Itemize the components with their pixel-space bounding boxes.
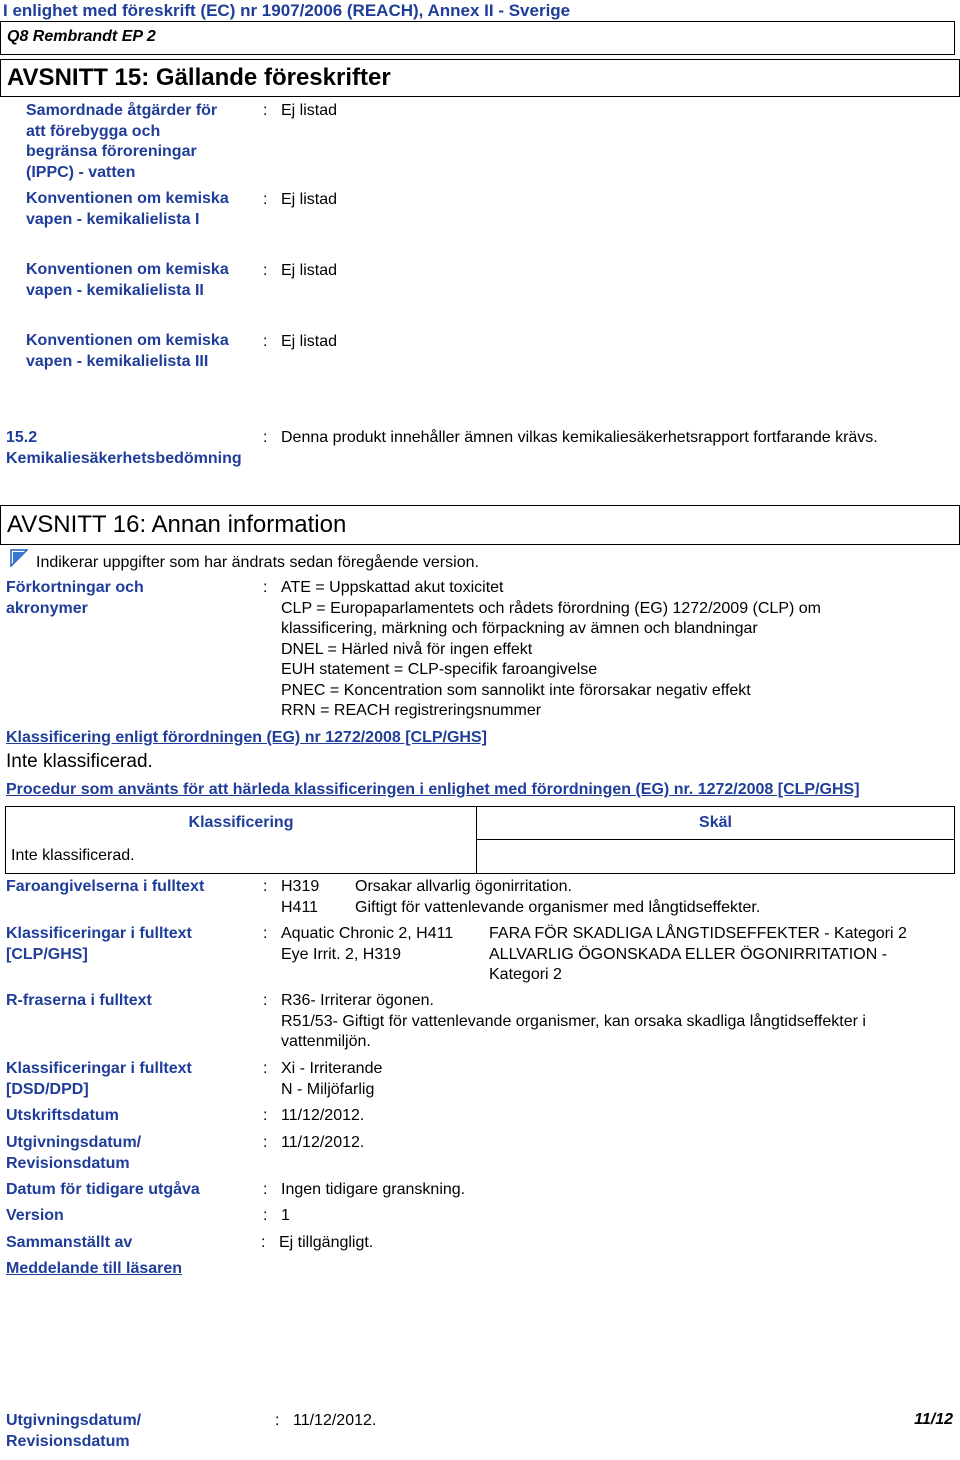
ippc-water-label: Samordnade åtgärder för att förebygga och begränsa föroreningar (IPPC) - vatten <box>26 102 218 181</box>
print-date-label: Utskriftsdatum <box>6 1107 119 1124</box>
hazard-text-h319: Orsakar allvarlig ögonirritation. <box>355 878 572 895</box>
clp-fulltext-descriptions: FARA FÖR SKADLIGA LÅNGTIDSEFFEKTER - Kategori 2 ALLVARLIG ÖGONSKADA ELLER ÖGONIRRITATION - Kategori 2 <box>489 925 907 983</box>
separator: : <box>263 333 268 350</box>
classification-table <box>5 806 955 874</box>
separator: : <box>263 191 268 208</box>
r-phrases-list: R36- Irriterar ögonen. R51/53- Giftigt för vattenlevande organismer, kan orsaka skadliga långtidseffekter i vattenmiljön. <box>281 992 866 1050</box>
cwc-list-1-value: Ej listad <box>281 191 338 208</box>
separator: : <box>263 262 268 279</box>
cwc-list-1-label: Konventionen om kemiska vapen - kemikalielista I <box>26 190 229 228</box>
clp-classification-value: Inte klassificerad. <box>6 751 153 772</box>
abbreviations-list: ATE = Uppskattad akut toxicitet CLP = Europaparlamentets och rådets förordning (EG) 1272/2009 (CLP) om klassificering, märkning och förpackning av ämnen och blandningar DNEL = Härled nivå för ingen effekt EUH statement = CLP-specifik faroangivelse PNEC = Koncentration som sannolikt inte förorsakar negativ effekt RRN = REACH registreringsnummer <box>281 579 821 719</box>
version-label: Version <box>6 1207 64 1224</box>
footer-issue-date-value: 11/12/2012. <box>293 1412 377 1429</box>
separator: : <box>263 1107 268 1124</box>
notice-to-reader-heading: Meddelande till läsaren <box>6 1260 183 1277</box>
page-number: 11/12 <box>914 1411 953 1428</box>
ippc-water-value: Ej listad <box>281 102 338 119</box>
cwc-list-3-value: Ej listad <box>281 333 338 350</box>
hazard-text-h411: Giftigt för vattenlevande organismer med långtidseffekter. <box>355 899 761 916</box>
separator: : <box>263 429 268 446</box>
separator: : <box>261 1234 266 1251</box>
clp-fulltext-label: Klassificeringar i fulltext [CLP/GHS] <box>6 925 192 963</box>
abbreviations-label: Förkortningar och akronymer <box>6 579 144 617</box>
separator: : <box>263 992 268 1009</box>
product-name-box <box>0 21 955 55</box>
cwc-list-2-label: Konventionen om kemiska vapen - kemikalielista II <box>26 261 229 299</box>
previous-date-label: Datum för tidigare utgåva <box>6 1181 200 1198</box>
compiled-by-value: Ej tillgängligt. <box>279 1234 374 1251</box>
r-phrases-label: R-fraserna i fulltext <box>6 992 152 1009</box>
changed-indicator-icon <box>10 549 28 567</box>
section-15-heading: AVSNITT 15: Gällande föreskrifter <box>0 59 960 97</box>
classification-header: Klassificering <box>188 814 294 831</box>
document-title: I enlighet med föreskrift (EC) nr 1907/2006 (REACH), Annex II - Sverige <box>3 1 571 20</box>
procedure-heading: Procedur som använts för att härleda klassificeringen i enlighet med förordningen (EG) nr. 1272/2008 [CLP/GHS] <box>6 781 860 798</box>
separator: : <box>263 1181 268 1198</box>
separator: : <box>263 1134 268 1151</box>
hazard-code-h411: H411 <box>281 899 319 916</box>
cwc-list-2-value: Ej listad <box>281 262 338 279</box>
version-value: 1 <box>281 1207 290 1224</box>
chemical-safety-assessment-label: 15.2 Kemikaliesäkerhetsbedömning <box>6 429 242 467</box>
issue-date-value: 11/12/2012. <box>281 1134 365 1151</box>
previous-date-value: Ingen tidigare granskning. <box>281 1181 466 1198</box>
footer-issue-date-label: Utgivningsdatum/ Revisionsdatum <box>6 1412 142 1450</box>
separator: : <box>263 1207 268 1224</box>
clp-classification-heading: Klassificering enligt förordningen (EG) nr 1272/2008 [CLP/GHS] <box>6 729 487 746</box>
classification-value: Inte klassificerad. <box>11 847 135 864</box>
table-header-row <box>6 807 955 840</box>
chemical-safety-assessment-value: Denna produkt innehåller ämnen vilkas kemikaliesäkerhetsrapport fortfarande krävs. <box>281 429 878 446</box>
product-name: Q8 Rembrandt EP 2 <box>7 28 156 45</box>
separator: : <box>263 102 268 119</box>
separator: : <box>263 925 268 942</box>
separator: : <box>275 1412 280 1429</box>
hazard-code-h319: H319 <box>281 878 320 895</box>
issue-date-label: Utgivningsdatum/ Revisionsdatum <box>6 1134 142 1172</box>
reason-header: Skäl <box>477 807 955 840</box>
print-date-value: 11/12/2012. <box>281 1107 365 1124</box>
changed-note: Indikerar uppgifter som har ändrats sedan föregående version. <box>36 554 479 571</box>
separator: : <box>263 1060 268 1077</box>
cwc-list-3-label: Konventionen om kemiska vapen - kemikalielista III <box>26 332 229 370</box>
dsd-fulltext-label: Klassificeringar i fulltext [DSD/DPD] <box>6 1060 192 1098</box>
separator: : <box>263 878 268 895</box>
separator: : <box>263 579 268 596</box>
hazard-statements-label: Faroangivelserna i fulltext <box>6 878 205 895</box>
section-16-heading: AVSNITT 16: Annan information <box>0 505 960 545</box>
compiled-by-label: Sammanställt av <box>6 1234 133 1251</box>
dsd-fulltext-list: Xi - Irriterande N - Miljöfarlig <box>281 1060 383 1098</box>
classification-cell <box>6 807 477 874</box>
clp-fulltext-codes: Aquatic Chronic 2, H411 Eye Irrit. 2, H319 <box>281 925 454 963</box>
reason-value <box>477 840 955 874</box>
